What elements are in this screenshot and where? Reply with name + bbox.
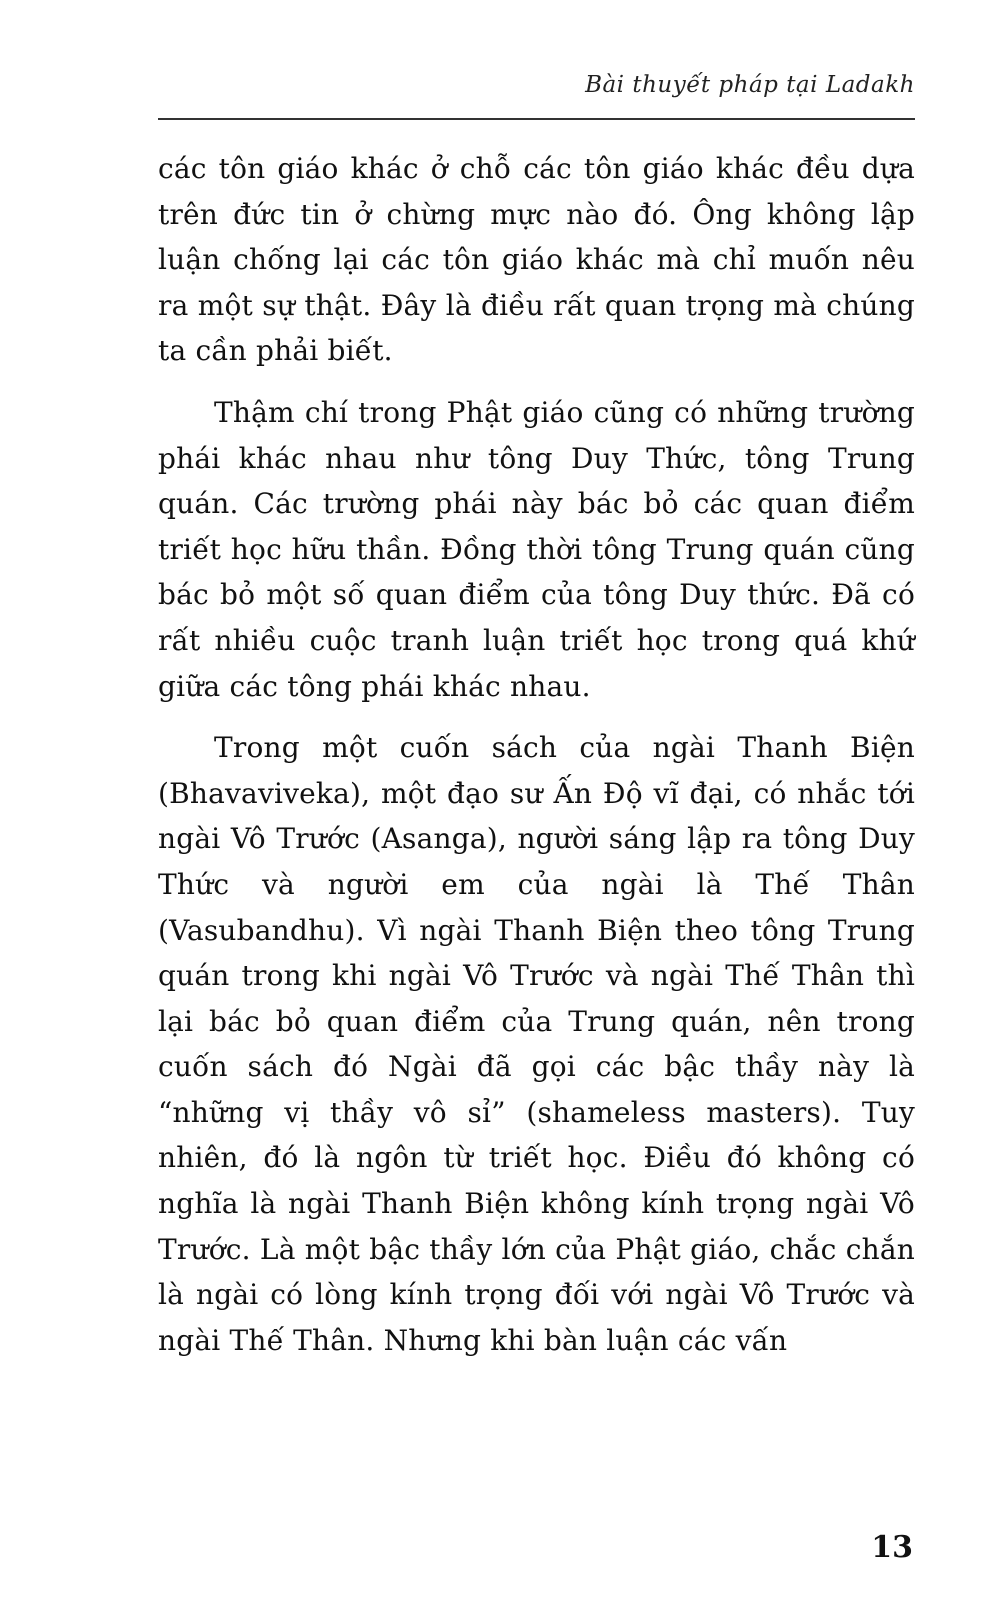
running-header-title: Bài thuyết pháp tại Ladakh: [585, 72, 915, 98]
paragraph-3: Trong một cuốn sách của ngài Thanh Biện (Bhavaviveka), một đạo sư Ấn Độ vĩ đại, có nhắc tới ngài Vô Trước (Asanga), người sáng lập ra tông Duy Thức và người em của ngài là Thế Thân (Vasubandhu). Vì ngài Thanh Biện theo tông Trung quán trong khi ngài Vô Trước và ngài Thế Thân thì lại bác bỏ quan điểm của Trung quán, nên trong cuốn sách đó Ngài đã gọi các bậc thầy này là “những vị thầy vô sỉ” (shameless masters). Tuy nhiên, đó là ngôn từ triết học. Điều đó không có nghĩa là ngài Thanh Biện không kính trọng ngài Vô Trước. Là một bậc thầy lớn của Phật giáo, chắc chắn là ngài có lòng kính trọng đối với ngài Vô Trước và ngài Thế Thân. Nhưng khi bàn luận các vấn: [158, 731, 915, 1357]
body-text: [158, 146, 915, 1379]
paragraph-1: các tôn giáo khác ở chỗ các tôn giáo khác đều dựa trên đức tin ở chừng mực nào đó. Ông không lập luận chống lại các tôn giáo khác mà chỉ muốn nêu ra một sự thật. Đây là điều rất quan trọng mà chúng ta cần phải biết.: [158, 152, 915, 368]
paragraph-2: Thậm chí trong Phật giáo cũng có những trường phái khác nhau như tông Duy Thức, tông Trung quán. Các trường phái này bác bỏ các quan điểm triết học hữu thần. Đồng thời tông Trung quán cũng bác bỏ một số quan điểm của tông Duy thức. Đã có rất nhiều cuộc tranh luận triết học trong quá khứ giữa các tông phái khác nhau.: [158, 395, 915, 703]
header-divider: [158, 118, 915, 120]
page-number: 13: [871, 1530, 913, 1565]
